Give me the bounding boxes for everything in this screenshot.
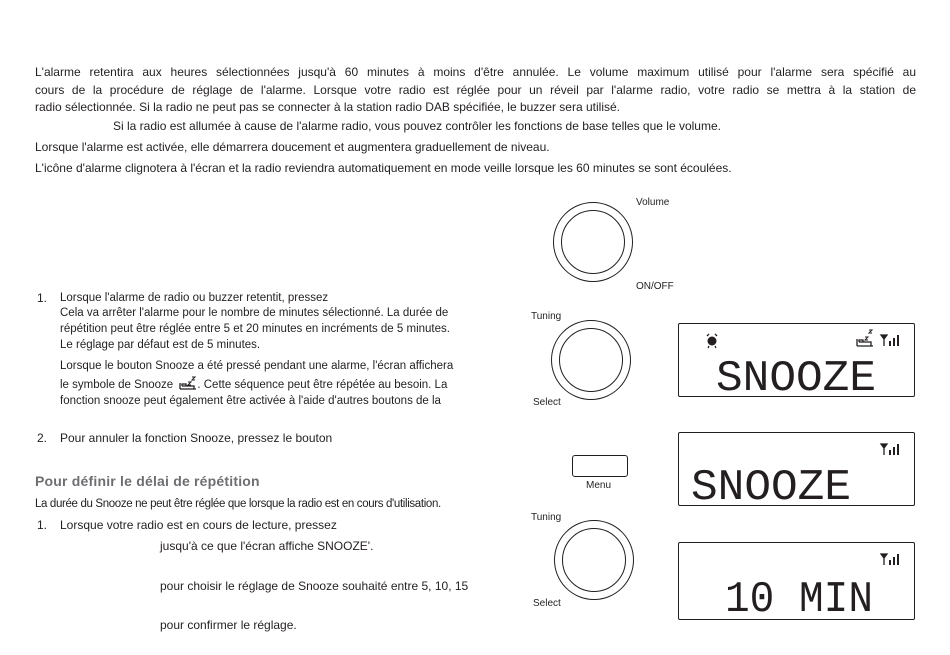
tuning-label-2: Tuning <box>531 512 562 523</box>
step-1-line-3: répétition peut être réglée entre 5 et 20 minutes en incréments de 5 minutes. <box>60 323 450 335</box>
lcd-2-text: SNOOZE <box>691 463 851 505</box>
intro-line-2: cours de la procédure de réglage de l'alarme. Lorsque votre radio est réglée pour un réveil par l'alarme radio, votre radio se mettra à la station de <box>35 82 916 97</box>
step-1b-line-1: Lorsque le bouton Snooze a été pressé pendant une alarme, l'écran affichera <box>60 360 454 372</box>
volume-label: Volume <box>636 197 670 208</box>
section-heading: Pour définir le délai de répétition <box>35 473 260 489</box>
select-label: Select <box>533 397 561 408</box>
step-2-text: Pour annuler la fonction Snooze, pressez le bouton <box>60 431 333 445</box>
step-1b-line-2-start: le symbole de Snooze <box>60 379 174 391</box>
lcd-screen-snooze-menu <box>678 432 915 506</box>
menu-button[interactable] <box>572 455 628 477</box>
section-step-1-choose: pour choisir le réglage de Snooze souhaité entre 5, 10, 15 <box>160 579 469 593</box>
tuning-knob-2-inner <box>562 528 626 592</box>
step-1-line-1: Lorsque l'alarme de radio ou buzzer retentit, pressez <box>60 292 329 304</box>
select-label-2: Select <box>533 598 561 609</box>
tuning-label: Tuning <box>531 311 562 322</box>
step-2-number: 2. <box>37 431 48 445</box>
lcd-screen-snooze-alarm <box>678 323 915 397</box>
intro-radio-alarm-note: Si la radio est allumée à cause de l'alarme radio, vous pouvez contrôler les fonctions de base telles que le volume. <box>113 119 721 133</box>
section-step-1-number: 1. <box>37 518 48 532</box>
signal-strength-icon <box>881 335 899 346</box>
tuning-knob-2[interactable] <box>554 520 634 600</box>
intro-alarm-icon-note: L'icône d'alarme clignotera à l'écran et la radio reviendra automatiquement en mode veille lorsque les 60 minutes se sont écoulées. <box>35 161 732 175</box>
intro-paragraph <box>35 64 916 117</box>
signal-strength-icon <box>881 554 899 565</box>
tuning-knob[interactable] <box>551 320 631 400</box>
lcd-screen-10-min <box>678 542 915 620</box>
alarm-clock-icon <box>707 334 717 348</box>
snooze-bed-icon <box>857 330 873 346</box>
signal-strength-icon <box>881 444 899 455</box>
section-step-1-text: Lorsque votre radio est en cours de lecture, pressez <box>60 518 337 532</box>
intro-alarm-activation: Lorsque l'alarme est activée, elle démarrera doucement et augmentera graduellement de niveau. <box>35 140 550 154</box>
step-1b-line-2 <box>60 376 447 394</box>
step-1-number: 1. <box>37 291 48 305</box>
step-1b-line-2-end: . Cette séquence peut être répétée au besoin. La <box>197 379 448 391</box>
section-step-1-until: jusqu'à ce que l'écran affiche SNOOZE'. <box>160 539 374 553</box>
volume-knob-inner <box>561 210 625 274</box>
lcd-3-text: 10 MIN <box>725 575 873 619</box>
step-1b-line-3: fonction snooze peut également être activée à l'aide d'autres boutons de la <box>60 395 441 407</box>
lcd-1-text: SNOOZE <box>716 354 876 396</box>
intro-line-1: L'alarme retentira aux heures sélectionnées jusqu'à 60 minutes à moins d'être annulée. Le volume maximum utilisé pour l'alarme sera spécifié au <box>35 65 916 79</box>
menu-label: Menu <box>586 480 612 491</box>
section-step-1-confirm: pour confirmer le réglage. <box>160 618 297 632</box>
intro-line-3: radio sélectionnée. Si la radio ne peut pas se connecter à la station radio DAB spécifiée, le buzzer sera utilisé. <box>35 100 620 114</box>
step-1-line-2: Cela va arrêter l'alarme pour le nombre de minutes sélectionné. La durée de <box>60 307 449 319</box>
section-intro: La durée du Snooze ne peut être réglée que lorsque la radio est en cours d'utilisation. <box>35 498 441 510</box>
volume-knob[interactable] <box>553 202 633 282</box>
tuning-knob-inner <box>559 328 623 392</box>
on-off-label: ON/OFF <box>636 281 674 292</box>
snooze-bed-icon <box>179 376 197 390</box>
step-1-line-4: Le réglage par défaut est de 5 minutes. <box>60 339 261 351</box>
